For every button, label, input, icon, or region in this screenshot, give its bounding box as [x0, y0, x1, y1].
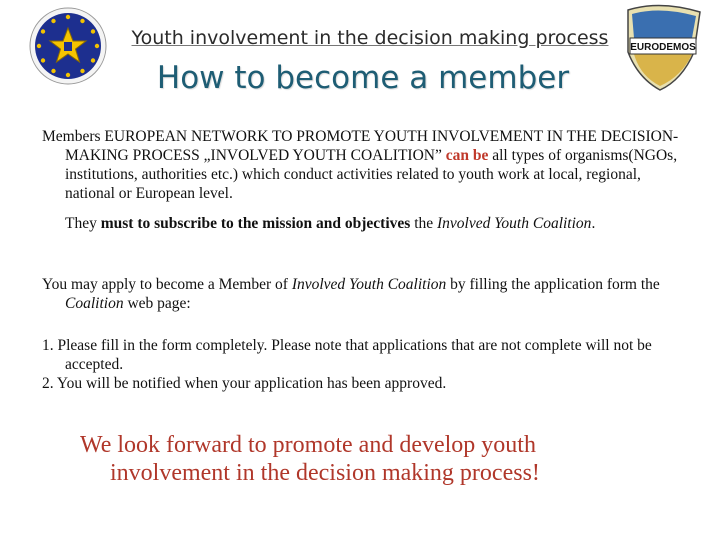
svg-text:EURODEMOS: EURODEMOS [630, 42, 696, 53]
list-item: 1. Please fill in the form completely. Please note that applications that are not complete will not be accepted. [42, 337, 652, 373]
italic-text: Involved Youth Coalition [291, 276, 447, 293]
text-span: web page: [123, 295, 191, 312]
membership-text [42, 127, 682, 203]
bold-text: must to subscribe to the mission and objectives [100, 215, 411, 232]
closing-line-2: involvement in the decision making process! [110, 460, 540, 486]
application-text [42, 275, 682, 313]
instructions-list [42, 336, 682, 393]
subtitle-text: Youth involvement in the decision making process [131, 27, 609, 49]
text-span: They [65, 215, 101, 232]
text-span: by filling the application form the [446, 276, 660, 293]
emphasis-text: can be [445, 147, 489, 164]
text-span: all types of organisms(NGOs, institutions, authorities etc.) which conduct activities related to youth work at local, regional, national or European level. [65, 147, 678, 202]
membership-paragraph [42, 127, 682, 203]
obligation-text [65, 214, 685, 233]
text-span: the [410, 215, 437, 232]
closing-statement [80, 431, 680, 487]
header-subtitle [0, 27, 720, 49]
italic-text: Involved Youth Coalition [437, 215, 592, 232]
text-span: . [591, 215, 596, 232]
italic-text: Coalition [65, 295, 124, 312]
list-item: 2. You will be notified when your application has been approved. [42, 375, 447, 392]
obligation-paragraph [65, 214, 685, 233]
application-paragraph [42, 275, 682, 313]
closing-line-1: We look forward to promote and develop youth [80, 432, 536, 458]
page-title: How to become a member [156, 60, 570, 96]
text-span: You may apply to become a Member of [42, 276, 292, 293]
text-span: Members EUROPEAN NETWORK TO PROMOTE YOUTH INVOLVEMENT IN THE DECISION-MAKING PROCESS „INVOLVED YOUTH COALITION” [42, 128, 679, 164]
